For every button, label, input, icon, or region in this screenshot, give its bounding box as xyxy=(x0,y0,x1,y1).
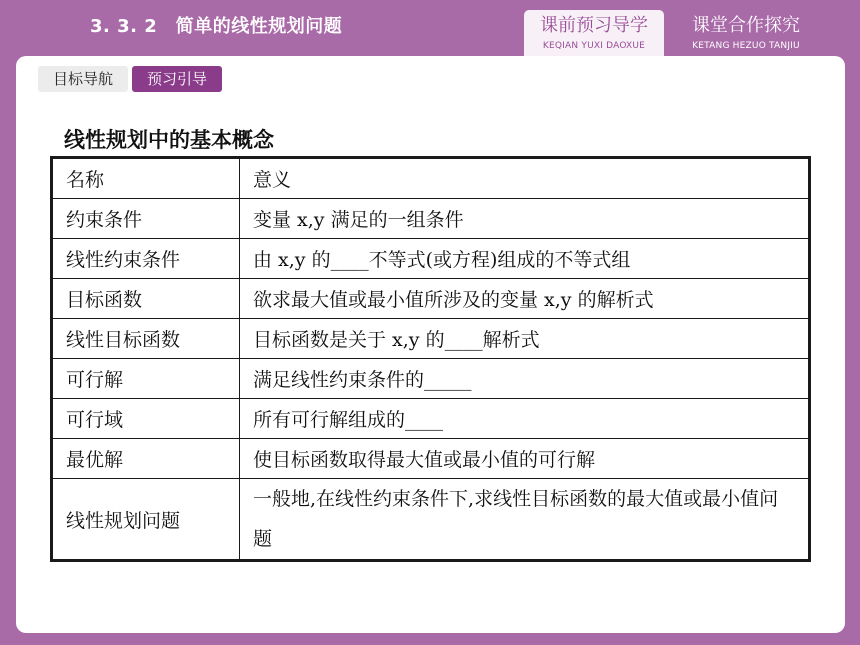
term-cell: 线性约束条件 xyxy=(52,239,240,279)
meaning-cell: 变量 x,y 满足的一组条件 xyxy=(240,199,810,239)
table-row xyxy=(52,239,810,279)
tab-classroom[interactable] xyxy=(676,10,816,56)
table-row xyxy=(52,479,810,561)
tab-classroom-sublabel: KETANG HEZUO TANJIU xyxy=(692,40,800,51)
meaning-cell: 使目标函数取得最大值或最小值的可行解 xyxy=(240,439,810,479)
term-cell: 可行解 xyxy=(52,359,240,399)
term-cell: 线性目标函数 xyxy=(52,319,240,359)
subnav-goals-button[interactable]: 目标导航 xyxy=(38,66,128,92)
header-meaning: 意义 xyxy=(240,158,810,199)
section-title: 线性规划中的基本概念 xyxy=(64,128,274,152)
meaning-cell: 一般地,在线性约束条件下,求线性目标函数的最大值或最小值问题 xyxy=(240,479,810,561)
tab-preview[interactable] xyxy=(524,10,664,56)
tab-classroom-label: 课堂合作探究 xyxy=(692,14,800,36)
table-row xyxy=(52,439,810,479)
term-cell: 最优解 xyxy=(52,439,240,479)
term-cell: 约束条件 xyxy=(52,199,240,239)
meaning-cell: 满足线性约束条件的_____ xyxy=(240,359,810,399)
sub-navigation xyxy=(38,66,222,92)
table-row xyxy=(52,399,810,439)
table-row xyxy=(52,319,810,359)
concepts-table xyxy=(50,156,811,562)
tab-preview-label: 课前预习导学 xyxy=(540,14,648,36)
lesson-title: 3. 3. 2 简单的线性规划问题 xyxy=(90,16,343,37)
content-card xyxy=(16,56,845,633)
meaning-cell: 由 x,y 的____不等式(或方程)组成的不等式组 xyxy=(240,239,810,279)
meaning-cell: 欲求最大值或最小值所涉及的变量 x,y 的解析式 xyxy=(240,279,810,319)
term-cell: 可行域 xyxy=(52,399,240,439)
term-cell: 线性规划问题 xyxy=(52,479,240,561)
term-cell: 目标函数 xyxy=(52,279,240,319)
tab-preview-sublabel: KEQIAN YUXI DAOXUE xyxy=(542,40,646,51)
table-row xyxy=(52,199,810,239)
meaning-cell: 所有可行解组成的____ xyxy=(240,399,810,439)
meaning-cell: 目标函数是关于 x,y 的____解析式 xyxy=(240,319,810,359)
table-row xyxy=(52,359,810,399)
subnav-guide-button[interactable]: 预习引导 xyxy=(132,66,222,92)
table-row xyxy=(52,279,810,319)
table-header-row xyxy=(52,158,810,199)
header-name: 名称 xyxy=(52,158,240,199)
